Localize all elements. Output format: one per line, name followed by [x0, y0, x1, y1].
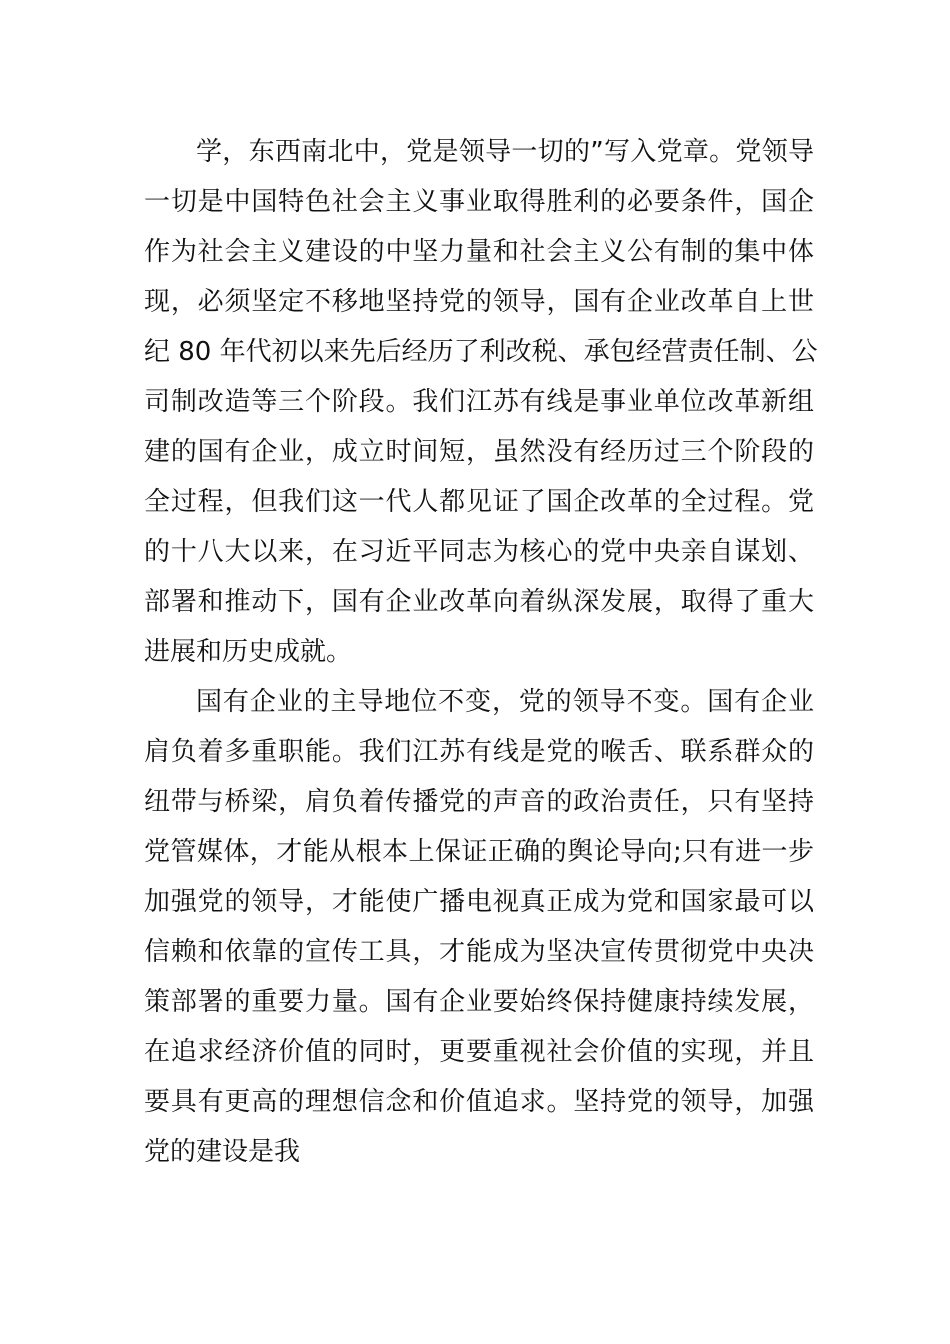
paragraph-2-line-7: 策部署的重要力量。国有企业要始终保持健康持续发展，: [144, 987, 814, 1017]
paragraph-1-line-10: 部署和推动下，国有企业改革向着纵深发展，取得了重大: [144, 587, 814, 617]
paragraph-1-line-8: 全过程，但我们这一代人都见证了国企改革的全过程。党: [144, 487, 814, 517]
paragraph-1-line-7: 建的国有企业，成立时间短，虽然没有经历过三个阶段的: [144, 437, 814, 467]
paragraph-2-line-2: 肩负着多重职能。我们江苏有线是党的喉舌、联系群众的: [144, 737, 814, 767]
paragraph-1-line-9: 的十八大以来，在习近平同志为核心的党中央亲自谋划、: [144, 537, 814, 567]
paragraph-2-line-8: 在追求经济价值的同时，更要重视社会价值的实现，并且: [144, 1037, 814, 1067]
paragraph-2-line-9: 要具有更高的理想信念和价值追求。坚持党的领导，加强: [144, 1087, 814, 1117]
paragraph-2-line-5: 加强党的领导，才能使广播电视真正成为党和国家最可以: [144, 887, 814, 917]
document-body: [144, 127, 818, 1177]
paragraph-2-line-10: 党的建设是我: [144, 1137, 301, 1167]
paragraph-2-line-1: 国有企业的主导地位不变，党的领导不变。国有企业: [196, 687, 814, 717]
paragraph-1-line-3: 作为社会主义建设的中坚力量和社会主义公有制的集中体: [144, 237, 814, 267]
paragraph-1-line-6: 司制改造等三个阶段。我们江苏有线是事业单位改革新组: [144, 387, 814, 417]
paragraph-2-line-4: 党管媒体，才能从根本上保证正确的舆论导向;只有进一步: [144, 837, 814, 867]
paragraph-2-line-6: 信赖和依靠的宣传工具，才能成为坚决宣传贯彻党中央决: [144, 937, 814, 967]
paragraph-1-line-1: 学，东西南北中，党是领导一切的”写入党章。党领导: [196, 137, 814, 167]
paragraph-1-line-2: 一切是中国特色社会主义事业取得胜利的必要条件，国企: [144, 187, 814, 217]
paragraph-1-line-4: 现，必须坚定不移地坚持党的领导，国有企业改革自上世: [144, 287, 814, 317]
paragraph-2-line-3: 纽带与桥梁，肩负着传播党的声音的政治责任，只有坚持: [144, 787, 814, 817]
paragraph-1-line-5: 纪 80 年代初以来先后经历了利改税、承包经营责任制、公: [144, 337, 818, 367]
paragraph-1-line-11: 进展和历史成就。: [144, 637, 353, 667]
